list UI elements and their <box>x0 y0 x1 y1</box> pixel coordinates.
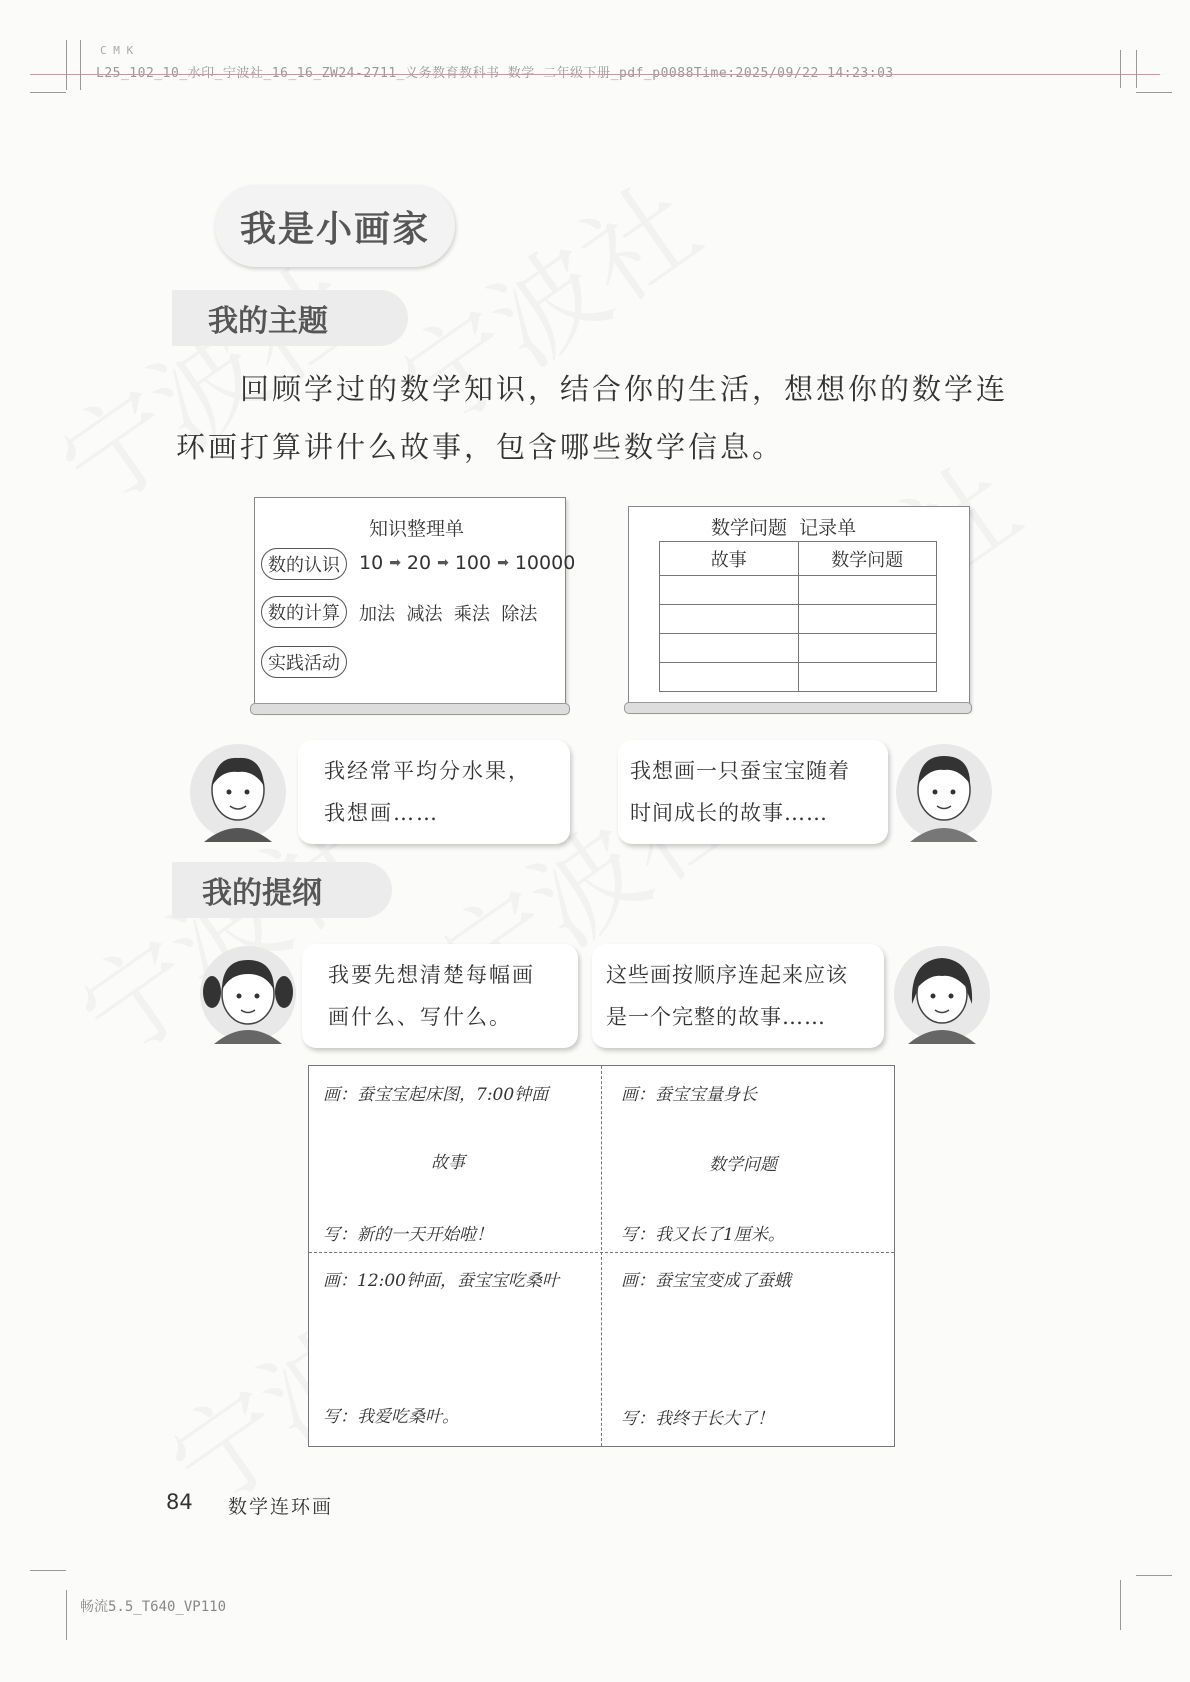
label-calculation: 数的计算 <box>261 596 347 628</box>
cell3-draw: 画：12:00钟面，蚕宝宝吃桑叶 <box>323 1271 559 1291</box>
boy-avatar <box>892 742 996 842</box>
table-cell <box>798 663 937 692</box>
scroll-roll <box>624 702 972 714</box>
bubble-text: 画什么、写什么。 <box>328 1005 512 1029</box>
grid-divider-horizontal <box>309 1252 894 1253</box>
crop-mark <box>66 40 67 90</box>
girl-avatar <box>196 944 300 1044</box>
scroll-roll <box>250 703 570 715</box>
speech-bubble-boy1 <box>298 740 570 844</box>
crop-mark <box>1120 1580 1121 1630</box>
record-table <box>659 541 937 692</box>
arrow-right-icon: ➡ <box>497 555 509 571</box>
cell2-draw: 画：蚕宝宝量身长 <box>621 1085 757 1105</box>
boy-avatar <box>186 742 290 842</box>
grid-divider-vertical <box>601 1066 602 1446</box>
intro-paragraph-line2: 环画打算讲什么故事，包含哪些数学信息。 <box>176 430 785 464</box>
arrow-right-icon: ➡ <box>437 555 449 571</box>
speech-bubble-girl1 <box>302 944 578 1048</box>
bubble-text: 我要先想清楚每幅画 <box>328 963 535 987</box>
crop-mark <box>1136 50 1137 88</box>
table-cell <box>660 663 799 692</box>
table-cell <box>660 634 799 663</box>
printer-info: 畅流5.5_T640_VP110 <box>80 1599 227 1615</box>
seq-value: 10000 <box>514 552 576 574</box>
crop-mark <box>1136 1575 1172 1576</box>
seq-value: 20 <box>406 552 432 574</box>
knowledge-card-title: 知识整理单 <box>369 518 465 540</box>
knowledge-card <box>254 497 576 711</box>
cell1-mid: 故事 <box>431 1153 465 1173</box>
label-number-recognition: 数的认识 <box>261 548 347 580</box>
crop-mark <box>66 1590 67 1640</box>
col-header-story: 故事 <box>660 542 799 576</box>
crop-mark <box>1120 50 1121 88</box>
table-cell <box>660 576 799 605</box>
color-marks: C M K <box>100 44 134 57</box>
cell4-write: 写：我终于长大了！ <box>621 1409 774 1429</box>
record-card <box>628 506 970 710</box>
cell2-write: 写：我又长了1厘米。 <box>621 1225 785 1245</box>
seq-value: 10 <box>359 552 384 574</box>
col-header-problem: 数学问题 <box>798 542 937 576</box>
outline-grid <box>308 1065 895 1447</box>
table-row <box>660 576 937 605</box>
table-cell <box>660 605 799 634</box>
bubble-text: 我想画一只蚕宝宝随着 <box>630 759 850 783</box>
cell1-write: 写：新的一天开始啦！ <box>323 1225 493 1245</box>
label-practice: 实践活动 <box>261 646 347 678</box>
crop-mark <box>30 92 66 93</box>
seq-value: 100 <box>454 552 492 574</box>
cell3-write: 写：我爱吃桑叶。 <box>323 1407 459 1427</box>
bubble-text: 时间成长的故事…… <box>630 801 828 825</box>
table-cell <box>798 605 937 634</box>
table-row <box>660 634 937 663</box>
number-sequence <box>359 552 575 574</box>
table-row <box>660 663 937 692</box>
table-cell <box>798 634 937 663</box>
file-info: L25_102_10_水印_宁波社_16_16_ZW24-2711_义务教育教科书 数学 二年级下册_pdf_p0088Time:2025/09/22 14:23:03 <box>96 66 894 81</box>
arrow-right-icon: ➡ <box>389 555 401 571</box>
cell4-draw: 画：蚕宝宝变成了蚕蛾 <box>621 1271 791 1291</box>
crop-mark <box>80 40 81 90</box>
crop-mark <box>30 1570 66 1571</box>
section-tag-theme: 我的主题 <box>172 290 408 346</box>
operations-list: 加法 减法 乘法 除法 <box>359 604 538 625</box>
bubble-text: 这些画按顺序连起来应该 <box>606 963 848 987</box>
record-card-title: 数学问题 记录单 <box>711 517 857 539</box>
header-rule <box>30 74 1160 75</box>
page-title: 我是小画家 <box>215 185 455 267</box>
page-label: 数学连环画 <box>228 1496 334 1518</box>
cell2-mid: 数学问题 <box>709 1155 777 1175</box>
intro-paragraph-line1: 回顾学过的数学知识，结合你的生活，想想你的数学连 <box>240 372 1009 406</box>
bubble-text: 我想画…… <box>324 801 439 825</box>
table-cell <box>798 576 937 605</box>
bubble-text: 是一个完整的故事…… <box>606 1005 826 1029</box>
speech-bubble-girl2 <box>592 944 884 1048</box>
cell1-draw: 画：蚕宝宝起床图，7:00钟面 <box>323 1085 549 1105</box>
speech-bubble-boy2 <box>618 740 888 844</box>
section-tag-outline: 我的提纲 <box>172 862 392 918</box>
girl-avatar <box>890 944 994 1044</box>
crop-mark <box>1136 92 1172 93</box>
page-number: 84 <box>166 1490 193 1514</box>
bubble-text: 我经常平均分水果， <box>324 759 531 783</box>
table-row <box>660 605 937 634</box>
